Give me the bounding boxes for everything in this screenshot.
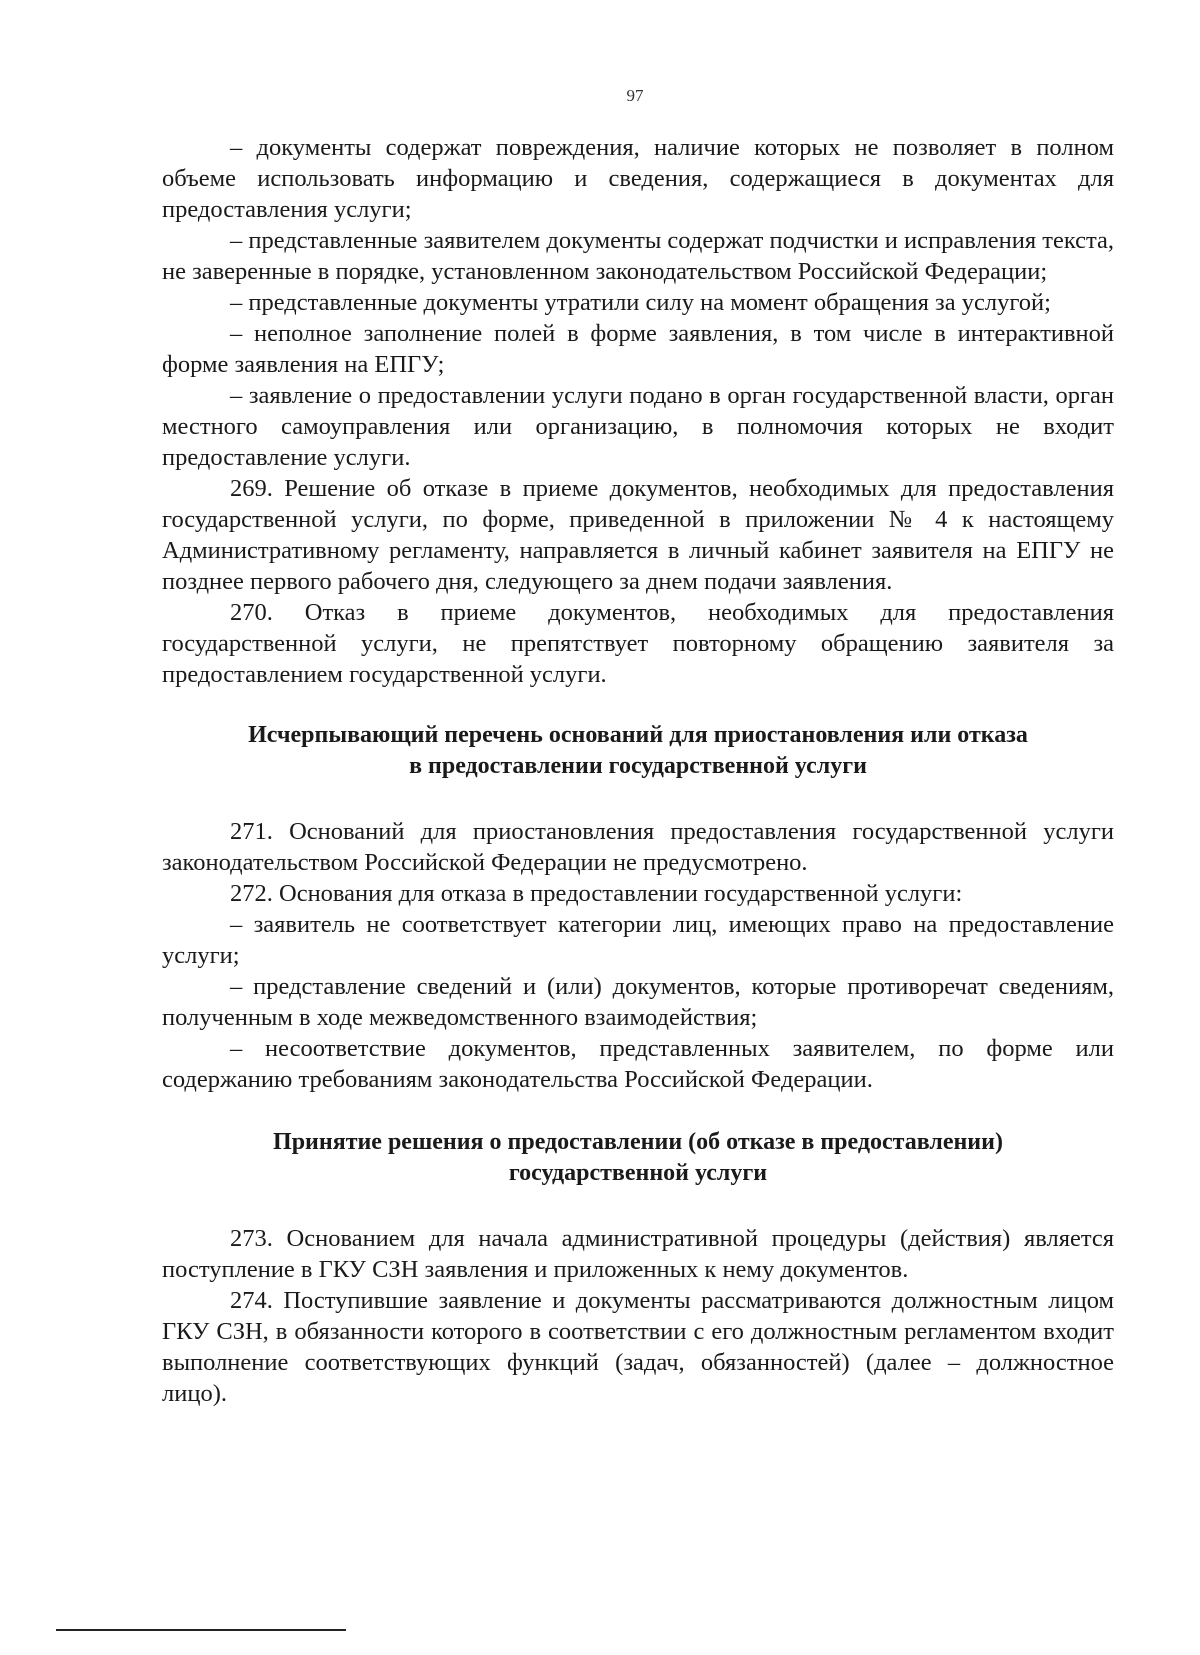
paragraph-wrong-authority: – заявление о предоставлении услуги подано в орган государственной власти, орган местного самоуправления или организацию, в полномочия которых не входит предоставление услуги. [162, 382, 1114, 471]
paragraph-272: 272. Основания для отказа в предоставлении государственной услуги: [230, 880, 963, 907]
heading-line: в предоставлении государственной услуги [409, 753, 867, 779]
paragraph-273: 273. Основанием для начала административной процедуры (действия) является поступление в ГКУ СЗН заявления и приложенных к нему документов. [162, 1225, 1114, 1283]
footnote-separator-line [56, 1629, 346, 1631]
paragraph-269: 269. Решение об отказе в приеме документов, необходимых для предоставления государственной услуги, по форме, приведенной в приложении № 4 к настоящему Административному регламенту, направляется в личный кабинет заявителя на ЕПГУ не позднее первого рабочего дня, следующего за днем подачи заявления. [162, 475, 1114, 595]
heading-line: Исчерпывающий перечень оснований для приостановления или отказа [248, 722, 1028, 748]
paragraph-nonconformity: – несоответствие документов, представленных заявителем, по форме или содержанию требованиям законодательства Российской Федерации. [162, 1035, 1114, 1093]
paragraph-expired-documents: – представленные документы утратили силу на момент обращения за услугой; [230, 289, 1051, 316]
paragraph-incomplete-form: – неполное заполнение полей в форме заявления, в том числе в интерактивной форме заявления на ЕПГУ; [162, 320, 1114, 378]
paragraph-270: 270. Отказ в приеме документов, необходимых для предоставления государственной услуги, не препятствует повторному обращению заявителя за предоставлением государственной услуги. [162, 599, 1114, 688]
page-number: 97 [626, 86, 644, 105]
paragraph-corrections: – представленные заявителем документы содержат подчистки и исправления текста, не заверенные в порядке, установленном законодательством Российской Федерации; [162, 227, 1114, 285]
paragraph-271: 271. Оснований для приостановления предоставления государственной услуги законодательством Российской Федерации не предусмотрено. [162, 818, 1114, 876]
page-body [162, 132, 1114, 1409]
heading-line: государственной услуги [508, 1160, 768, 1186]
section-heading-suspension-refusal [162, 720, 1114, 782]
paragraph-contradicting-data: – представление сведений и (или) документов, которые противоречат сведениям, полученным в ходе межведомственного взаимодействия; [162, 973, 1114, 1031]
heading-line: Принятие решения о предоставлении (об отказе в предоставлении) [273, 1129, 1003, 1155]
paragraph-category-mismatch: – заявитель не соответствует категории лиц, имеющих право на предоставление услуги; [162, 911, 1114, 969]
paragraph-damaged-documents: – документы содержат повреждения, наличие которых не позволяет в полном объеме использовать информацию и сведения, содержащиеся в документах для предоставления услуги; [162, 134, 1114, 223]
section-heading-decision [162, 1127, 1114, 1189]
paragraph-274: 274. Поступившие заявление и документы рассматриваются должностным лицом ГКУ СЗН, в обязанности которого в соответствии с его должностным регламентом входит выполнение соответствующих функций (задач, обязанностей) (далее – должностное лицо). [162, 1287, 1114, 1407]
